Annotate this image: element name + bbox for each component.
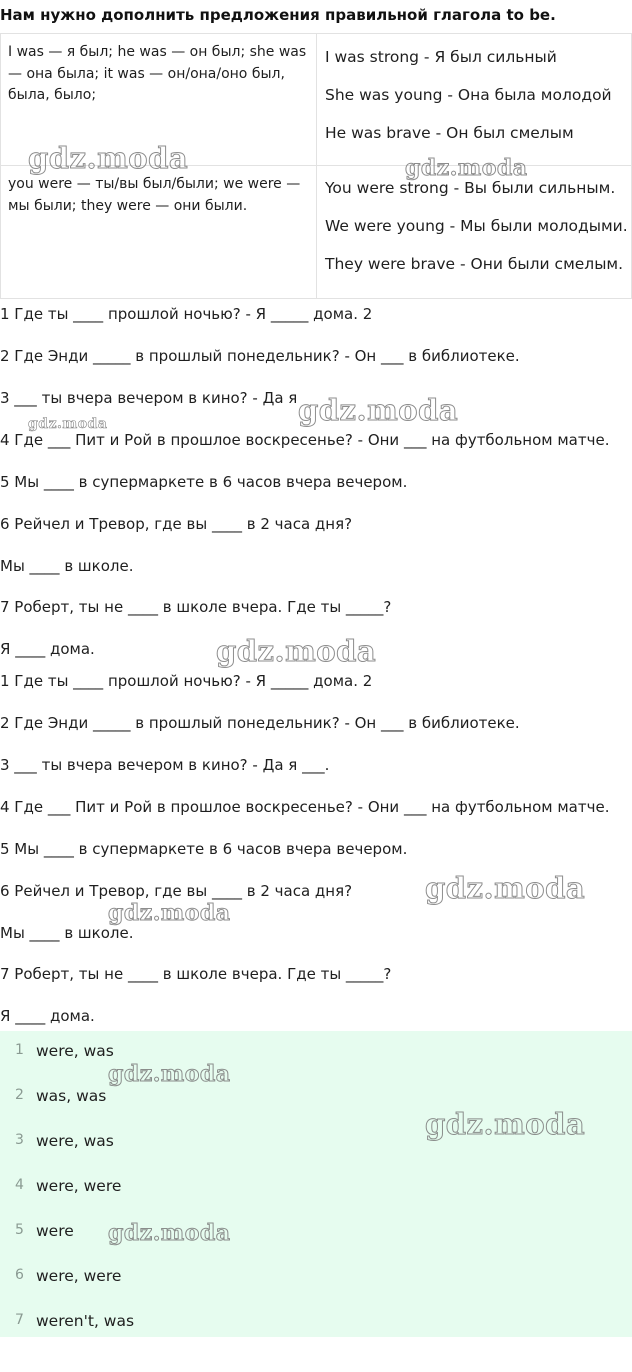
watermark: gdz.moda <box>425 871 586 905</box>
page-heading: Нам нужно дополнить предложения правильной глагола to be. <box>0 6 556 24</box>
answer-number: 1 <box>15 1042 24 1058</box>
exercise-line: 3 ___ ты вчера вечером в кино? - Да я ___. <box>0 756 330 774</box>
exercise-line: 6 Рейчел и Тревор, где вы ____ в 2 часа дня? <box>0 515 353 533</box>
table-row <box>1 166 632 299</box>
example-line: We were young - Мы были молодыми. <box>325 217 628 236</box>
watermark: gdz.moda <box>28 141 189 175</box>
exercise-line: 1 Где ты ____ прошлой ночью? - Я _____ дома. 2 <box>0 305 373 323</box>
exercise-line: Мы ____ в школе. <box>0 924 134 942</box>
was-forms-text: I was — я был; he was — он был; she was — она была; it was — он/она/оно был, была, было; <box>8 44 307 104</box>
answer-text: were, was <box>36 1042 114 1060</box>
exercise-line: 4 Где ___ Пит и Рой в прошлое воскресенье? - Они ___ на футбольном матче. <box>0 431 610 449</box>
watermark: gdz.moda <box>108 1061 231 1087</box>
answer-text: were <box>36 1222 74 1240</box>
answer-text: were, were <box>36 1267 122 1285</box>
exercise-line: Я ____ дома. <box>0 640 95 658</box>
watermark: gdz.moda <box>108 1220 231 1246</box>
exercise-line: 6 Рейчел и Тревор, где вы ____ в 2 часа дня? <box>0 882 353 900</box>
exercise-line: Мы ____ в школе. <box>0 557 134 575</box>
exercise-line: 1 Где ты ____ прошлой ночью? - Я _____ дома. 2 <box>0 672 373 690</box>
table-cell-were-examples <box>317 166 632 299</box>
watermark: gdz.moda <box>405 155 528 181</box>
answer-number: 3 <box>15 1132 24 1148</box>
watermark: gdz.moda <box>28 416 108 432</box>
watermark: gdz.moda <box>216 634 377 668</box>
exercise-line: 4 Где ___ Пит и Рой в прошлое воскресенье? - Они ___ на футбольном матче. <box>0 798 610 816</box>
answer-number: 2 <box>15 1087 24 1103</box>
example-line: You were strong - Вы были сильным. <box>325 179 616 197</box>
answer-text: were, were <box>36 1177 122 1195</box>
watermark: gdz.moda <box>108 900 231 926</box>
watermark: gdz.moda <box>425 1107 586 1141</box>
example-line: She was young - Она была молодой <box>325 86 612 105</box>
answer-number: 5 <box>15 1222 24 1238</box>
table-cell-were-forms <box>1 166 317 299</box>
example-line: I was strong - Я был сильный <box>325 48 557 66</box>
table-cell-was-examples <box>317 34 632 166</box>
example-line: They were brave - Они были смелым. <box>325 255 624 274</box>
exercise-line: 2 Где Энди _____ в прошлый понедельник? - Он ___ в библиотеке. <box>0 714 520 732</box>
exercise-line: 3 ___ ты вчера вечером в кино? - Да я <box>0 389 298 407</box>
answer-number: 4 <box>15 1177 24 1193</box>
exercise-line: 5 Мы ____ в супермаркете в 6 часов вчера вечером. <box>0 840 408 858</box>
exercise-line: 7 Роберт, ты не ____ в школе вчера. Где ты _____? <box>0 598 392 616</box>
answer-number: 6 <box>15 1267 24 1283</box>
answer-number: 7 <box>15 1312 24 1328</box>
example-line: He was brave - Он был смелым <box>325 124 574 143</box>
answer-text: was, was <box>36 1087 107 1105</box>
answer-text: were, was <box>36 1132 114 1150</box>
were-forms-text: you were — ты/вы был/были; we were — мы были; they were — они были. <box>8 176 301 214</box>
exercise-line: 2 Где Энди _____ в прошлый понедельник? - Он ___ в библиотеке. <box>0 347 520 365</box>
exercise-line: Я ____ дома. <box>0 1007 95 1025</box>
answers-block <box>0 1031 632 1337</box>
exercise-line: 7 Роберт, ты не ____ в школе вчера. Где ты _____? <box>0 965 392 983</box>
exercise-line: 5 Мы ____ в супермаркете в 6 часов вчера вечером. <box>0 473 408 491</box>
watermark: gdz.moda <box>298 393 459 427</box>
answer-text: weren't, was <box>36 1312 135 1330</box>
